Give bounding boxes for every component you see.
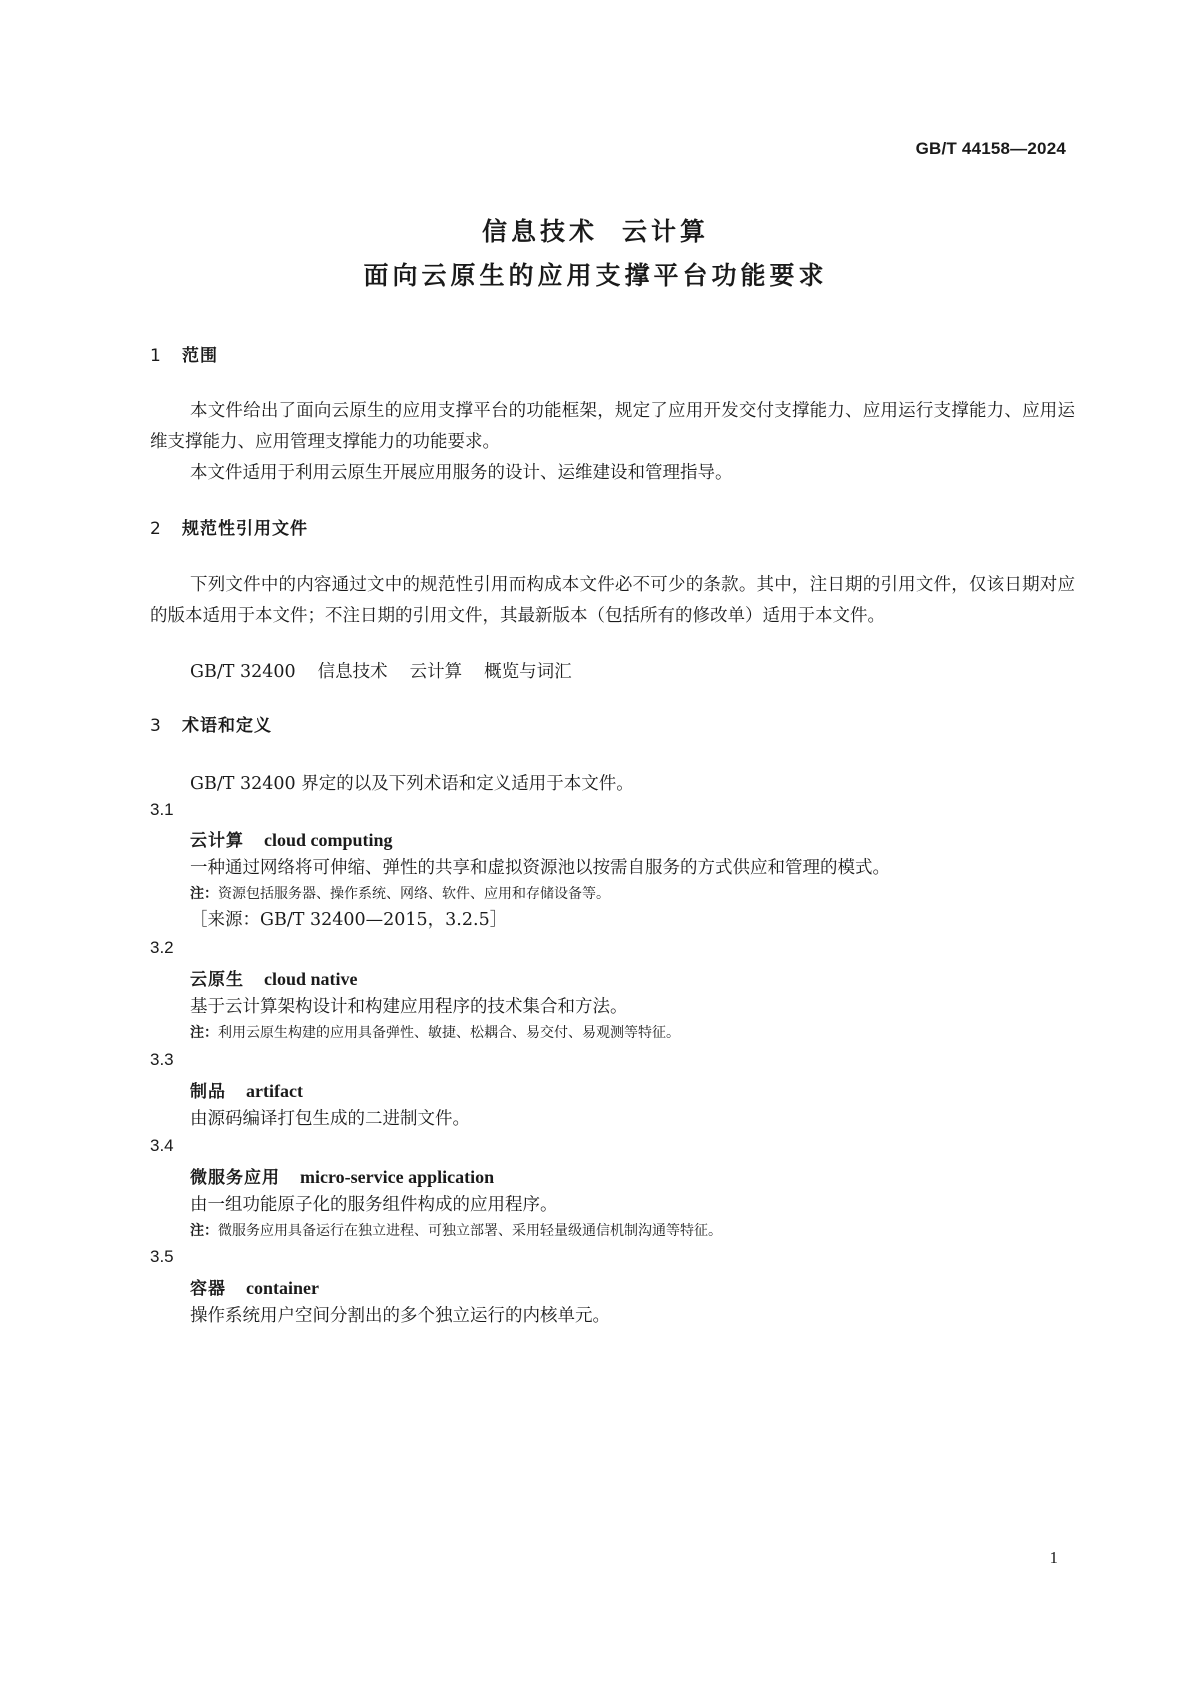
section-1-paragraph-1: 本文件给出了面向云原生的应用支撑平台的功能框架，规定了应用开发交付支撑能力、应用运行支撑能力、应用运维支撑能力、应用管理支撑能力的功能要求。 bbox=[150, 401, 1075, 452]
section-title: 规范性引用文件 bbox=[182, 519, 308, 539]
term-definition: 操作系统用户空间分割出的多个独立运行的内核单元。 bbox=[190, 1306, 610, 1326]
reference-code: GB/T 32400 bbox=[190, 662, 296, 682]
term-zh: 云原生 bbox=[190, 970, 244, 990]
term-note bbox=[190, 1220, 722, 1240]
term-zh: 容器 bbox=[190, 1279, 226, 1299]
title-part-a: 信息技术 bbox=[481, 217, 598, 246]
reference-title-2: 云计算 bbox=[409, 662, 463, 682]
note-text: 微服务应用具备运行在独立进程、可独立部署、采用轻量级通信机制沟通等特征。 bbox=[218, 1223, 722, 1239]
term-en: container bbox=[246, 1278, 319, 1298]
note-label: 注： bbox=[190, 886, 218, 902]
term-definition: 由源码编译打包生成的二进制文件。 bbox=[190, 1109, 470, 1129]
document-title-line2: 面向云原生的应用支撑平台功能要求 bbox=[363, 261, 828, 290]
page-number: 1 bbox=[1049, 1548, 1058, 1567]
reference-title-1: 信息技术 bbox=[317, 662, 388, 682]
section-number: 3 bbox=[150, 716, 162, 736]
term-zh: 微服务应用 bbox=[190, 1168, 280, 1188]
clause-number: 3.5 bbox=[150, 1247, 174, 1266]
section-2-heading bbox=[150, 514, 308, 539]
section-title: 术语和定义 bbox=[182, 716, 272, 736]
note-label: 注： bbox=[190, 1223, 218, 1239]
standard-code: GB/T 44158—2024 bbox=[915, 139, 1066, 158]
term-definition: 由一组功能原子化的服务组件构成的应用程序。 bbox=[190, 1195, 558, 1215]
section-number: 1 bbox=[150, 346, 162, 366]
section-3-heading bbox=[150, 711, 272, 736]
term-heading bbox=[190, 965, 358, 990]
normative-reference bbox=[190, 658, 572, 683]
document-title-line1 bbox=[0, 212, 1191, 248]
clause-number: 3.4 bbox=[150, 1136, 174, 1155]
term-heading bbox=[190, 1077, 303, 1102]
section-3-intro: GB/T 32400 界定的以及下列术语和定义适用于本文件。 bbox=[190, 774, 634, 794]
term-note bbox=[190, 1022, 680, 1042]
note-text: 利用云原生构建的应用具备弹性、敏捷、松耦合、易交付、易观测等特征。 bbox=[218, 1025, 680, 1041]
section-1-paragraph-2: 本文件适用于利用云原生开展应用服务的设计、运维建设和管理指导。 bbox=[190, 463, 733, 483]
clause-number: 3.1 bbox=[150, 800, 174, 819]
note-label: 注： bbox=[190, 1025, 218, 1041]
term-en: cloud computing bbox=[264, 830, 393, 850]
clause-number: 3.3 bbox=[150, 1050, 174, 1069]
term-definition: 基于云计算架构设计和构建应用程序的技术集合和方法。 bbox=[190, 997, 628, 1017]
clause-number: 3.2 bbox=[150, 938, 174, 957]
term-source: ［来源：GB/T 32400—2015，3.2.5］ bbox=[190, 910, 508, 930]
section-title: 范围 bbox=[182, 346, 218, 366]
reference-title-3: 概览与词汇 bbox=[484, 662, 572, 682]
term-note bbox=[190, 883, 610, 903]
term-en: artifact bbox=[246, 1081, 303, 1101]
note-text: 资源包括服务器、操作系统、网络、软件、应用和存储设备等。 bbox=[218, 886, 610, 902]
term-zh: 制品 bbox=[190, 1082, 226, 1102]
section-1-heading bbox=[150, 341, 218, 366]
section-2-paragraph-1: 下列文件中的内容通过文中的规范性引用而构成本文件必不可少的条款。其中，注日期的引用文件，仅该日期对应的版本适用于本文件；不注日期的引用文件，其最新版本（包括所有的修改单）适用于本文件。 bbox=[150, 575, 1075, 626]
title-part-b: 云计算 bbox=[622, 217, 710, 246]
term-heading bbox=[190, 826, 393, 851]
term-zh: 云计算 bbox=[190, 831, 244, 851]
term-en: cloud native bbox=[264, 969, 358, 989]
term-heading bbox=[190, 1163, 494, 1188]
term-definition: 一种通过网络将可伸缩、弹性的共享和虚拟资源池以按需自服务的方式供应和管理的模式。 bbox=[190, 858, 890, 878]
section-number: 2 bbox=[150, 519, 162, 539]
term-heading bbox=[190, 1274, 319, 1299]
term-en: micro-service application bbox=[300, 1167, 495, 1187]
